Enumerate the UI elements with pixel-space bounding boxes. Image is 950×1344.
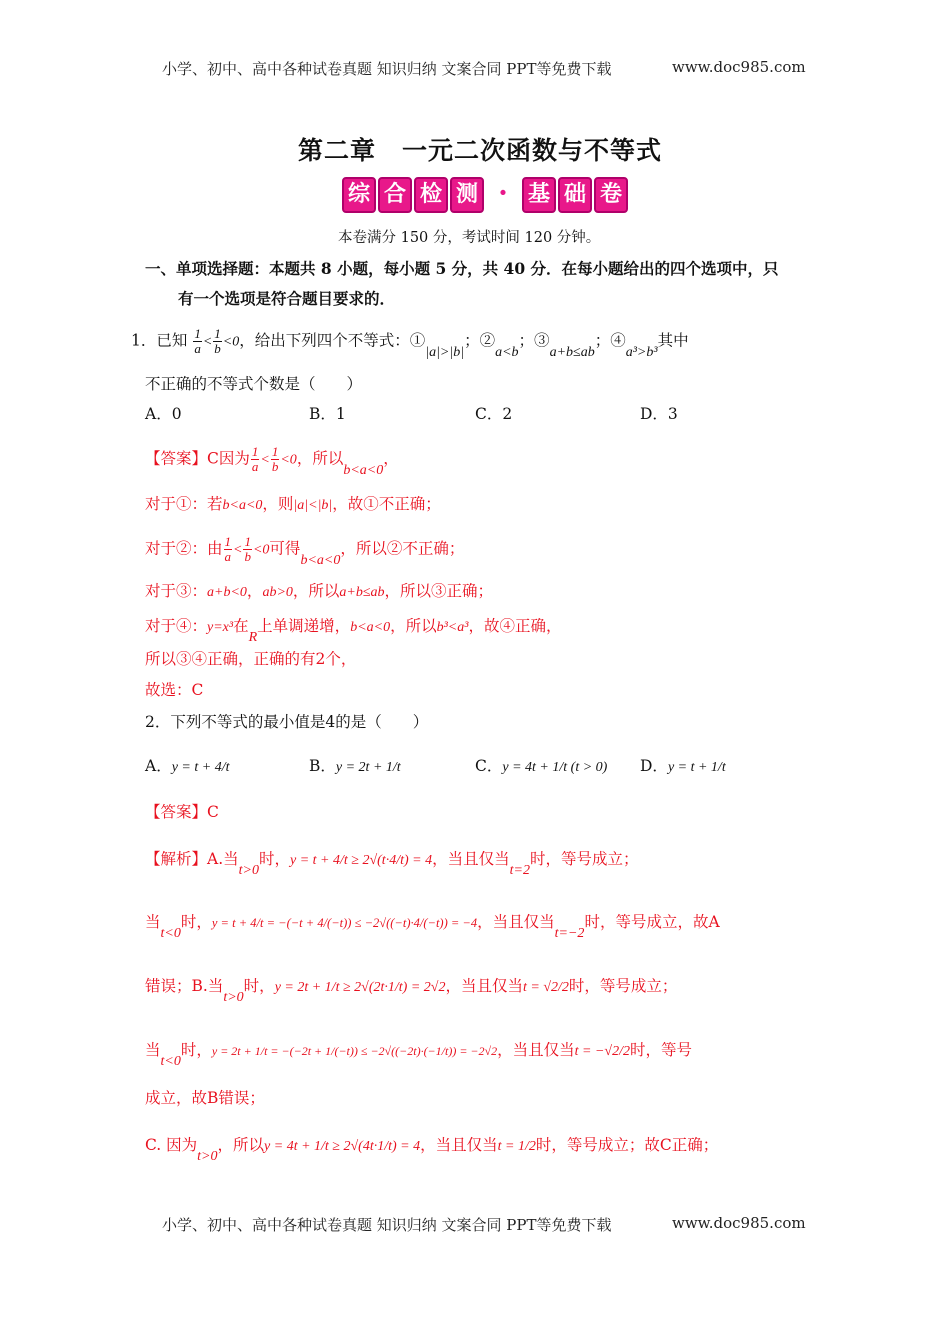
solution-line-3: 错误；B.当t>0时，y = 2t + 1/t ≥ 2√(2t·1/t) = 2√2，当且仅当t = √2/2时，等号成立； <box>145 977 678 1005</box>
header-url[interactable]: www.doc985.com <box>672 58 806 76</box>
fraction: $\frac{1}{b}$ <box>214 326 221 356</box>
answer-1: 【答案】C因为 $\frac{1}{a}$ < $\frac{1}{b}$ <0，所以b<a<0， <box>145 444 399 478</box>
q2-choice-a[interactable]: A．y = t + 4/t <box>145 757 230 775</box>
answer-1-line6: 所以③④正确，正确的有2个， <box>145 650 357 668</box>
answer-1-line4: 对于③：a+b<0，ab>0，所以a+b≤ab，所以③正确； <box>145 582 494 600</box>
question-2-stem: 2．下列不等式的最小值是4的是（ ） <box>145 713 429 731</box>
solution-line-5: 成立，故B错误； <box>145 1089 265 1107</box>
q2-choice-c[interactable]: C．y = 4t + 1/t (t > 0) <box>475 757 608 775</box>
q2-choice-b[interactable]: B．y = 2t + 1/t <box>309 757 401 775</box>
badge-char: 合 <box>378 177 412 213</box>
solution-line-4: 当t<0时，y = 2t + 1/t = −(−2t + 1/(−t)) ≤ −2√((−2t)·(−1/t)) = −2√2，当且仅当t = −√2/2时，等号 <box>145 1041 692 1069</box>
answer-1-line7: 故选：C <box>145 681 204 699</box>
fraction: $\frac{1}{a}$ <box>194 326 201 356</box>
badge-char: 测 <box>450 177 484 213</box>
choice-c[interactable]: C．2 <box>475 405 513 423</box>
choice-b[interactable]: B．1 <box>309 405 346 423</box>
badge-char: 卷 <box>594 177 628 213</box>
badge-char: 检 <box>414 177 448 213</box>
question-1-line2: 不正确的不等式个数是（ ） <box>145 375 363 393</box>
answer-2: 【答案】C <box>145 803 219 821</box>
q2-choice-d[interactable]: D．y = t + 1/t <box>640 757 726 775</box>
solution-line-2: 当t<0时，y = t + 4/t = −(−t + 4/(−t)) ≤ −2√((−t)·4/(−t)) = −4，当且仅当t=−2时，等号成立，故A <box>145 913 720 941</box>
answer-1-line2: 对于①：若b<a<0，则|a|<|b|，故①不正确； <box>145 495 441 513</box>
header-text: 小学、初中、高中各种试卷真题 知识归纳 文案合同 PPT等免费下载 <box>162 60 612 78</box>
section-heading-2: 有一个选项是符合题目要求的． <box>178 289 396 308</box>
exam-info: 本卷满分 150 分，考试时间 120 分钟。 <box>338 230 601 246</box>
badge-char: 础 <box>558 177 592 213</box>
choice-d[interactable]: D．3 <box>640 405 678 423</box>
choice-a[interactable]: A．0 <box>145 405 182 423</box>
question-1-stem: 1．已知 $\frac{1}{a}$ < $\frac{1}{b}$ <0，给出下列四个不等式：①|a|>|b|；②a<b；③a+b≤ab；④a³>b³其中 <box>131 326 689 360</box>
answer-1-line3: 对于②：由 $\frac{1}{a}$ < $\frac{1}{b}$ <0可得b<a<0，所以②不正确； <box>145 534 465 568</box>
solution-line-6: C. 因为t>0，所以y = 4t + 1/t ≥ 2√(4t·1/t) = 4，当且仅当t = 1/2时，等号成立；故C正确； <box>145 1136 719 1164</box>
badge-char: 综 <box>342 177 376 213</box>
footer-url[interactable]: www.doc985.com <box>672 1214 806 1232</box>
solution-line-1: 【解析】A.当t>0时，y = t + 4/t ≥ 2√(t·4/t) = 4，当且仅当t=2时，等号成立； <box>145 850 639 878</box>
section-heading: 一、单项选择题：本题共 8 小题，每小题 5 分，共 40 分．在每小题给出的四个选项中，只 <box>145 259 779 278</box>
badge-char: 基 <box>522 177 556 213</box>
badge-dot: · <box>498 176 508 209</box>
footer-text: 小学、初中、高中各种试卷真题 知识归纳 文案合同 PPT等免费下载 <box>162 1216 612 1234</box>
title-badge <box>342 177 628 213</box>
answer-1-line5: 对于④：y=x³在R上单调递增，b<a<0，所以b³<a³，故④正确， <box>145 617 562 645</box>
page-title: 第二章 一元二次函数与不等式 <box>298 136 663 165</box>
